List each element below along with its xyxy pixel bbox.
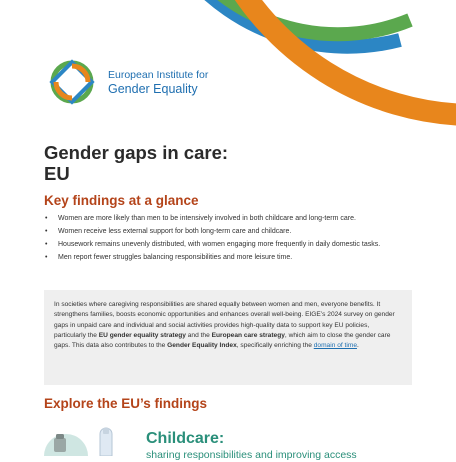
blue-arc (185, 0, 400, 47)
key-findings-heading: Key findings at a glance (44, 193, 199, 208)
eige-logo-mark (44, 56, 100, 108)
childcare-section (146, 430, 357, 462)
childcare-subheading: sharing responsibilities and improving access (146, 449, 357, 461)
page-title (44, 142, 228, 184)
childcare-illustration (44, 422, 124, 456)
domain-of-time-link[interactable]: domain of time (313, 342, 357, 350)
page-title-line-2: EU (44, 163, 70, 184)
list-item: • Women receive less external support for both long-term care and childcare. (44, 227, 424, 238)
gender-equality-index: Gender Equality Index (167, 342, 237, 350)
list-item: • Housework remains unevenly distributed, with women engaging more frequently in daily domestic tasks. (44, 240, 424, 251)
green-arc (205, 0, 410, 34)
logo-line-1: European Institute for (108, 69, 209, 81)
explore-heading: Explore the EU’s findings (44, 396, 208, 411)
info-box (44, 290, 412, 385)
list-item: • Women are more likely than men to be intensively involved in both childcare and long-term care. (44, 214, 424, 225)
logo-line-2: Gender Equality (108, 82, 198, 96)
eu-gender-equality-strategy: EU gender equality strategy (98, 331, 186, 339)
list-item: • Men report fewer struggles balancing responsibilities and more leisure time. (44, 253, 424, 264)
eige-logo (44, 56, 208, 108)
logo-text (108, 68, 208, 96)
info-box-text: In societies where caregiving responsibilities are shared equally between women and men, everyone benefits. It strengthens families, boosts economic opportunities and enhances overall well-being. EIGE’s 2024 survey on gender gaps in unpaid care and individual and social activities provides high-quality data to support key EU policies, particularly the EU gender equality strategy and the European care strategy, which aim to close the gender care gaps. This data also contributes to the Gender Equality Index, specifically enriching the domain of time. (54, 301, 395, 350)
european-care-strategy: European care strategy (211, 331, 285, 339)
childcare-heading: Childcare: (146, 430, 225, 447)
key-findings-list (44, 214, 424, 266)
orange-arc (224, 0, 456, 115)
page-title-line-1: Gender gaps in care: (44, 142, 229, 163)
